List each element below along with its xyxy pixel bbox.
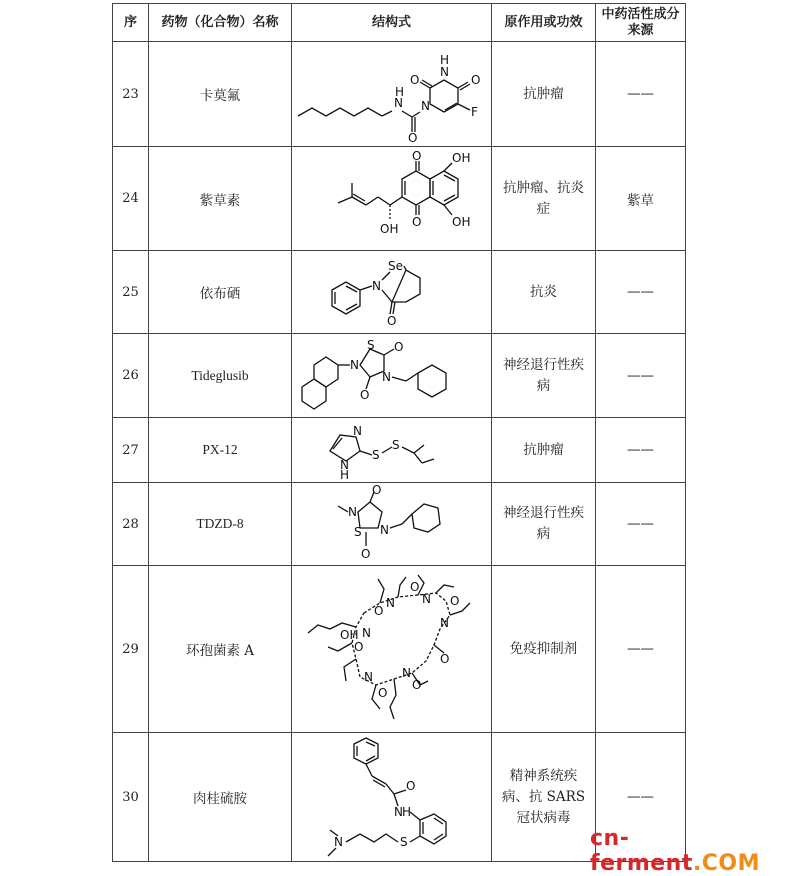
- svg-text:N: N: [379, 523, 389, 537]
- header-name: 药物（化合物）名称: [149, 4, 292, 42]
- svg-text:N: N: [439, 65, 449, 79]
- header-structure: 结构式: [292, 4, 492, 42]
- svg-text:O: O: [411, 678, 421, 692]
- tcm-source: ——: [596, 251, 686, 334]
- ebselen-structure-icon: [294, 252, 490, 332]
- svg-text:N: N: [439, 616, 449, 630]
- tcm-source: ——: [596, 733, 686, 862]
- table-header-row: [113, 4, 686, 42]
- structure-cell: [292, 733, 492, 862]
- table-row: [113, 251, 686, 334]
- table-row: [113, 42, 686, 147]
- original-effect: 精神系统疾病、抗 SARS 冠状病毒: [492, 733, 596, 862]
- svg-text:H: H: [401, 805, 411, 819]
- row-index: 28: [113, 483, 149, 566]
- row-index: 24: [113, 147, 149, 251]
- watermark-part-1: cn-ferment: [590, 826, 693, 876]
- svg-text:S: S: [371, 448, 380, 462]
- cinanserin-structure-icon: [294, 734, 490, 860]
- tcm-source: ——: [596, 42, 686, 147]
- tcm-source: 紫草: [596, 147, 686, 251]
- table-row: [113, 418, 686, 483]
- structure-cell: [292, 147, 492, 251]
- svg-text:OH: OH: [379, 221, 398, 236]
- svg-text:O: O: [411, 214, 421, 229]
- svg-text:S: S: [366, 337, 375, 352]
- original-effect: 免疫抑制剂: [492, 566, 596, 733]
- svg-text:N: N: [349, 357, 359, 372]
- watermark-part-2: .COM: [692, 851, 760, 876]
- structure-cell: [292, 251, 492, 334]
- svg-text:O: O: [405, 779, 415, 793]
- drug-name: 紫草素: [149, 147, 292, 251]
- structure-cell: [292, 334, 492, 418]
- table-row: [113, 147, 686, 251]
- row-index: 26: [113, 334, 149, 418]
- table-row: [113, 334, 686, 418]
- svg-text:F: F: [470, 105, 478, 119]
- drug-name: Tideglusib: [149, 334, 292, 418]
- structure-cell: [292, 483, 492, 566]
- svg-text:N: N: [393, 805, 403, 819]
- svg-text:O: O: [386, 314, 396, 328]
- svg-text:N: N: [347, 505, 357, 519]
- row-index: 29: [113, 566, 149, 733]
- svg-text:H: H: [339, 468, 349, 481]
- svg-text:S: S: [391, 438, 400, 452]
- svg-text:O: O: [373, 604, 383, 618]
- original-effect: 神经退行性疾病: [492, 334, 596, 418]
- row-index: 25: [113, 251, 149, 334]
- svg-text:O: O: [407, 131, 417, 144]
- cyclosporin-structure-icon: [294, 567, 490, 731]
- svg-text:S: S: [353, 525, 362, 539]
- svg-text:N: N: [371, 279, 381, 293]
- svg-text:N: N: [381, 369, 391, 384]
- svg-text:O: O: [409, 580, 419, 594]
- tcm-source: ——: [596, 418, 686, 483]
- svg-text:Se: Se: [387, 259, 403, 273]
- svg-text:N: N: [420, 99, 430, 113]
- svg-text:O: O: [371, 484, 381, 497]
- svg-text:N: N: [361, 626, 371, 640]
- svg-text:S: S: [399, 835, 408, 849]
- tcm-source: ——: [596, 566, 686, 733]
- svg-text:OH: OH: [451, 214, 470, 229]
- svg-text:O: O: [439, 652, 449, 666]
- svg-text:O: O: [377, 686, 387, 700]
- structure-cell: [292, 566, 492, 733]
- svg-text:N: N: [333, 835, 343, 849]
- original-effect: 抗肿瘤: [492, 418, 596, 483]
- table-row: [113, 566, 686, 733]
- original-effect: 抗肿瘤: [492, 42, 596, 147]
- svg-text:O: O: [353, 640, 363, 654]
- row-index: 27: [113, 418, 149, 483]
- carmofur-structure-icon: [294, 44, 490, 144]
- svg-text:O: O: [393, 339, 403, 354]
- structure-cell: [292, 42, 492, 147]
- svg-text:O: O: [449, 594, 459, 608]
- header-effect: 原作用或功效: [492, 4, 596, 42]
- original-effect: 神经退行性疾病: [492, 483, 596, 566]
- drug-name: PX-12: [149, 418, 292, 483]
- site-watermark: [590, 826, 796, 876]
- svg-text:N: N: [393, 96, 403, 110]
- drug-name: 肉桂硫胺: [149, 733, 292, 862]
- svg-text:O: O: [359, 387, 369, 402]
- drug-name: 依布硒: [149, 251, 292, 334]
- tdzd8-structure-icon: [294, 484, 490, 564]
- svg-text:N: N: [401, 666, 411, 680]
- svg-text:H: H: [439, 53, 449, 67]
- row-index: 23: [113, 42, 149, 147]
- svg-text:OH: OH: [339, 628, 358, 642]
- drug-name: TDZD-8: [149, 483, 292, 566]
- drug-name: 卡莫氟: [149, 42, 292, 147]
- structure-cell: [292, 418, 492, 483]
- svg-text:O: O: [360, 547, 370, 561]
- px12-structure-icon: [294, 419, 490, 481]
- svg-text:O: O: [409, 73, 419, 87]
- header-source: 中药活性成分来源: [596, 4, 686, 42]
- header-index: 序: [113, 4, 149, 42]
- original-effect: 抗肿瘤、抗炎症: [492, 147, 596, 251]
- svg-text:O: O: [411, 148, 421, 163]
- svg-text:O: O: [470, 73, 480, 87]
- original-effect: 抗炎: [492, 251, 596, 334]
- table-row: [113, 483, 686, 566]
- svg-text:N: N: [339, 458, 349, 472]
- tcm-source: ——: [596, 334, 686, 418]
- drug-name: 环孢菌素 A: [149, 566, 292, 733]
- shikonin-structure-icon: [294, 149, 490, 249]
- tcm-source: ——: [596, 483, 686, 566]
- svg-text:OH: OH: [451, 150, 470, 165]
- svg-text:H: H: [394, 85, 404, 99]
- svg-text:N: N: [363, 670, 373, 684]
- tideglusib-structure-icon: [294, 335, 490, 417]
- row-index: 30: [113, 733, 149, 862]
- svg-text:N: N: [385, 596, 395, 610]
- svg-text:N: N: [352, 424, 362, 438]
- svg-text:N: N: [421, 592, 431, 606]
- drug-table: [112, 3, 686, 862]
